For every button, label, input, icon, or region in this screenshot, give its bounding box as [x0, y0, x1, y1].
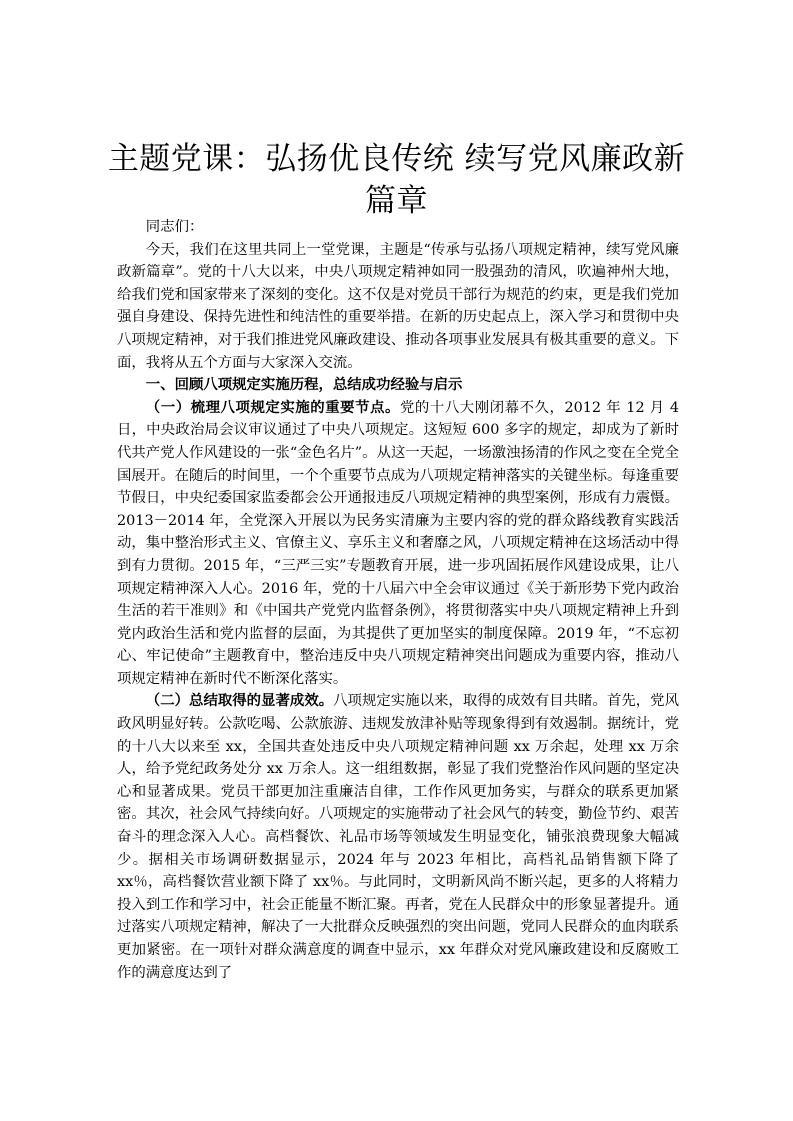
document-title: 主题党课：弘扬优良传统 续写党风廉政新篇章: [107, 141, 686, 219]
intro-paragraph: 今天，我们在这里共同上一堂党课，主题是“传承与弘扬八项规定精神，续写党风廉政新篇章”。党的十八大以来，中央八项规定精神如同一股强劲的清风，吹遍神州大地，给我们党和国家带来了深刻的变化。这不仅是对党员干部行为规范的约束，更是我们党加强自身建设、保持先进性和纯洁性的重要举措。在新的历史起点上，深入学习和贯彻中央八项规定精神，对于我们推进党风廉政建设、推动各项事业发展具有极其重要的意义。下面，我将从五个方面与大家深入交流。: [117, 241, 679, 371]
salutation: 同志们：: [145, 219, 204, 235]
paragraph-2: [117, 690, 679, 984]
paragraph-2-text: 八项规定实施以来，取得的成效有目共睹。首先，党风政风明显好转。公款吃喝、公款旅游、违规发放津补贴等现象得到有效遏制。据统计，党的十八大以来至 xx，全国共查处违反中央八项规定精神问题 xx 万余起，处理 xx 万余人，给予党纪政务处分 xx 万余人。这一组组数据，彰显了我们党整治作风问题的坚定决心和显著成果。党员干部更加注重廉洁自律，工作作风更加务实，与群众的联系更加紧密。其次，社会风气持续向好。八项规定的实施带动了社会风气的转变，勤俭节约、艰苦奋斗的理念深入人心。高档餐饮、礼品市场等领域发生明显变化，铺张浪费现象大幅减少。据相关市场调研数据显示，2024 年与 2023 年相比，高档礼品销售额下降了 xx％，高档餐饮营业额下降了 xx％。与此同时，文明新风尚不断兴起，更多的人将精力投入到工作和学习中，社会正能量不断汇聚。再者，党在人民群众中的形象显著提升。通过落实八项规定精神，解决了一大批群众反映强烈的突出问题，党同人民群众的血肉联系更加紧密。在一项针对群众满意度的调查中显示，xx 年群众对党风廉政建设和反腐败工作的满意度达到了: [117, 693, 679, 981]
paragraph-1: [117, 397, 679, 691]
paragraph-2-lead: （二）总结取得的显著成效。: [145, 692, 334, 710]
document-body: [117, 216, 679, 984]
section-heading-1: 一、回顾八项规定实施历程，总结成功经验与启示: [145, 376, 463, 394]
paragraph-1-text: 党的十八大刚闭幕不久，2012 年 12 月 4 日，中央政治局会议审议通过了中央八项规定。这短短 600 多字的规定，却成为了新时代共产党人作风建设的一张“金色名片”。从这一天起，一场激浊扬清的作风之变在全党全国展开。在随后的时间里，一个个重要节点成为八项规定精神落实的关键坐标。每逢重要节假日，中央纪委国家监委都会公开通报违反八项规定精神的典型案例，形成有力震慑。2013－2014 年，全党深入开展以为民务实清廉为主要内容的党的群众路线教育实践活动，集中整治形式主义、官僚主义、享乐主义和奢靡之风，八项规定精神在这场活动中得到有力贯彻。2015 年，“三严三实”专题教育开展，进一步巩固拓展作风建设成果，让八项规定精神深入人心。2016 年，党的十八届六中全会审议通过《关于新形势下党内政治生活的若干准则》和《中国共产党党内监督条例》，将贯彻落实中央八项规定精神上升到党内政治生活和党内监督的层面，为其提供了更加坚实的制度保障。2019 年，“不忘初心、牢记使命”主题教育中，整治违反中央八项规定精神突出问题成为重要内容，推动八项规定精神在新时代不断深化落实。: [117, 399, 679, 687]
paragraph-1-lead: （一）梳理八项规定实施的重要节点。: [145, 398, 400, 416]
